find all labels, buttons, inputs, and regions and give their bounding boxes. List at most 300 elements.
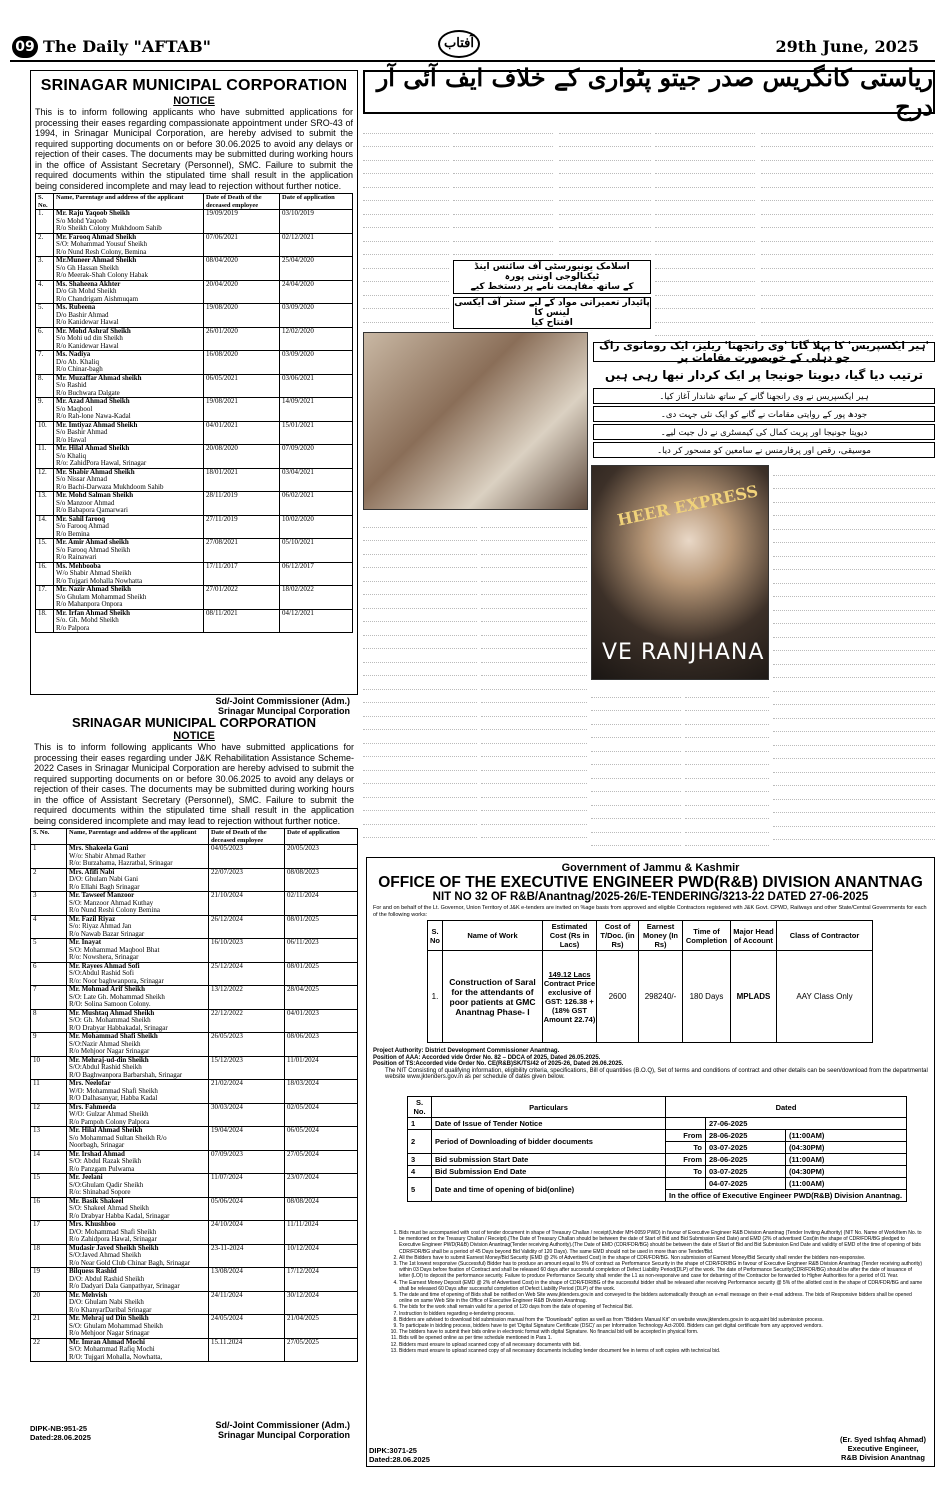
table-row xyxy=(31,1197,358,1221)
cell-app-date: 03/10/2019 xyxy=(280,210,353,234)
cell-death-date: 17/11/2017 xyxy=(204,562,280,586)
text-line xyxy=(761,228,933,242)
notice-2-footer xyxy=(30,1420,358,1452)
applicant-line: R/O Drabyar Habbakadal, Srinagar xyxy=(69,1023,168,1032)
applicant-line: Mrs. Fahmeeda xyxy=(69,1102,117,1111)
cell-app-date: 03/09/2020 xyxy=(280,304,353,328)
paper-name: The Daily "AFTAB" xyxy=(43,37,211,56)
auth-line: Project Authority: District Development Commissioner Anantnag. xyxy=(373,1048,560,1054)
table-row xyxy=(36,374,353,398)
applicant-line: S/o Maqbool xyxy=(56,404,93,413)
text-line xyxy=(559,174,651,188)
urdu-text-col xyxy=(559,120,651,258)
applicant-line: Mr. Sahil farooq xyxy=(56,514,106,523)
text-line xyxy=(481,514,587,528)
smc-notice-2 xyxy=(30,715,358,1362)
song-headline-2: ترتیب دیا گیا، دیویتا جونیجا پر ایک کردار نبھا رہی ہیں xyxy=(605,368,923,382)
dipk-number xyxy=(30,1424,91,1442)
work-class: AAY Class Only xyxy=(777,951,873,1043)
cell-app-date: 03/04/2021 xyxy=(280,468,353,492)
text-line xyxy=(363,215,449,229)
text-line xyxy=(363,242,449,256)
cell-app-date: 04/12/2021 xyxy=(280,609,353,633)
cell-sno: 2. xyxy=(36,233,54,257)
applicant-line: R/o KhanyarDaribal Srinagar xyxy=(69,1305,152,1314)
cell-sno: 3 xyxy=(31,892,67,916)
cell-app-date: 06/02/2021 xyxy=(280,492,353,516)
isust-line: اسلامک یونیورسٹی آف سائنس اینڈ ٹیکنالوجی اونتی پورہ xyxy=(474,262,630,282)
applicant-line: R/o Sheikh Colony Mukhdoom Sahib xyxy=(56,224,162,232)
cell-app-date: 20/05/2023 xyxy=(285,845,358,869)
cell-sno: 13. xyxy=(36,492,54,516)
sig-line: Sd/-Joint Commissioner (Adm.) xyxy=(215,696,350,706)
cell-sno: 8. xyxy=(36,374,54,398)
tender-dipk xyxy=(369,1446,430,1464)
text-line xyxy=(453,134,553,148)
tender-office: OFFICE OF THE EXECUTIVE ENGINEER PWD(R&B) DIVISION ANANTNAG xyxy=(378,874,923,891)
applicant-line: R/O Baghwanpora Barbarshah, Srinagar xyxy=(69,1070,183,1079)
table-row xyxy=(36,586,353,610)
text-line xyxy=(591,711,681,725)
text-line xyxy=(481,622,587,636)
cell-sno: 12 xyxy=(31,1103,67,1127)
table-row xyxy=(36,351,353,375)
cell-app-date: 18/03/2024 xyxy=(285,1080,358,1104)
text-line xyxy=(481,717,587,731)
cell-death-date: 13/12/2022 xyxy=(209,986,285,1010)
text-line xyxy=(773,678,935,692)
text-line xyxy=(773,503,935,517)
cell-death-date: 19/08/2020 xyxy=(204,304,280,328)
applicant-line: S/O:Javed Ahmad Sheikh xyxy=(69,1251,141,1259)
issue-date: 29th June, 2025 xyxy=(775,37,919,56)
cell-sno: 19 xyxy=(31,1268,67,1292)
applicant-line: S/O: Mohammad Rafiq Mochi xyxy=(69,1345,155,1353)
cell-applicant xyxy=(54,233,204,257)
th-work: Name of Work xyxy=(443,921,543,951)
cell-death-date: 08/04/2020 xyxy=(204,257,280,281)
cell-sno: 17. xyxy=(36,586,54,610)
cell-death-date: 16/08/2020 xyxy=(204,351,280,375)
cell-applicant xyxy=(54,210,204,234)
work-head: MPLADS xyxy=(731,951,777,1043)
sch-no: 4 xyxy=(408,1166,432,1178)
text-line xyxy=(591,684,681,698)
text-line xyxy=(773,543,935,557)
text-line xyxy=(655,242,755,256)
text-line xyxy=(655,309,755,323)
applicant-line: S/O: Late Gh. Mohammad Sheikh xyxy=(69,992,165,1001)
notice-title: NOTICE xyxy=(173,730,215,742)
cell-death-date: 19/04/2024 xyxy=(209,1127,285,1151)
applicant-line: S/O: Abdul Razak Sheikh xyxy=(69,1157,142,1165)
header-rule xyxy=(10,60,935,62)
song-sub-3: دیویتا جونیجا اور پریت کمال کی کیمسٹری نے دل جیت لیے۔ xyxy=(593,424,935,440)
text-line xyxy=(453,120,553,134)
sig-line: Srinagar Muncipal Corporation xyxy=(217,1430,350,1440)
table-row xyxy=(36,515,353,539)
table-row xyxy=(31,1338,358,1362)
col-sno: S. No. xyxy=(31,829,67,845)
cell-death-date: 20/04/2020 xyxy=(204,280,280,304)
applicant-line: R/o Mehjoor Nagar Srinagar xyxy=(69,1329,150,1337)
table-row xyxy=(31,1056,358,1080)
text-line xyxy=(761,134,933,148)
applicant-line: Mr. Mohd Salman Sheikh xyxy=(56,491,134,499)
term-item: 11. Bids will be opened online as per time schedule mentioned in Para 1. xyxy=(399,1335,923,1341)
text-line xyxy=(591,806,681,820)
text-line xyxy=(591,738,681,752)
applicant-line: R/o Tujgari Mohalla Nowhatta xyxy=(56,576,143,585)
cell-app-date: 10/02/2020 xyxy=(280,515,353,539)
text-line xyxy=(655,228,755,242)
table-row xyxy=(31,1150,358,1174)
text-line xyxy=(363,663,477,677)
cell-applicant xyxy=(67,892,209,916)
cell-death-date: 19/09/2019 xyxy=(204,210,280,234)
text-line xyxy=(685,833,769,847)
cell-sno: 18. xyxy=(36,609,54,633)
schedule-table xyxy=(407,1096,907,1202)
notice-text: This is to inform following applicants Who have submitted applications for processing their eases regarding under J&K Rehabilitation Assistance Scheme-2022 Cases in Srinagar Municipal Corporation are hereby advised to submit the required supporting documents on or before 30.06.2025 to avoid any delays or rejection of their cases. The documents may be submitted during working hours in the office of Assistant Secretary (Personnel), SMC. Failure to submit the required documents within the stipulated time shall result in the application being considered incomplete and may lead to rejection without further notice. xyxy=(34,742,354,826)
cell-death-date: 04/05/2023 xyxy=(209,845,285,869)
cell-applicant xyxy=(54,421,204,445)
text-line xyxy=(363,636,477,650)
text-line xyxy=(481,811,587,825)
text-line xyxy=(773,827,935,841)
applicant-line: Mudasir Javed Sheikh Sheikh xyxy=(69,1243,159,1252)
cell-app-date: 10/12/2024 xyxy=(285,1244,358,1268)
applicant-line: S/O: Gh. Mohammad Sheikh xyxy=(69,1016,151,1024)
col-death: Date of Death of the deceased employee xyxy=(204,194,280,210)
applicant-line: Mr. Mohmad Arif Sheikh xyxy=(69,985,145,993)
urdu-text-col xyxy=(761,120,933,340)
table-row xyxy=(36,468,353,492)
applicant-line: W/o: Shabir Ahmad Rather xyxy=(69,851,146,860)
cell-applicant xyxy=(67,939,209,963)
sch-no: 1 xyxy=(408,1118,432,1130)
song-poster xyxy=(591,465,769,680)
applicant-line: S/o Mohammad Sultan Sheikh R/o xyxy=(69,1133,167,1142)
table-row xyxy=(31,1033,358,1057)
cell-death-date: 27/08/2021 xyxy=(204,539,280,563)
text-line xyxy=(363,811,477,825)
table-row xyxy=(36,445,353,469)
work-emd: 298240/- xyxy=(639,951,683,1043)
term-item: 5. The date and time of opening of Bids shall be notified on Web Site www.jktenders.gov.in and conveyed to the bidders automatically through an e-mail message on their e-mail address. The bids of Responsive bidders shall be opened online on same Web Site in the Office of Executive Engineer R&B Division Anantnag. xyxy=(399,1292,923,1304)
text-line xyxy=(481,609,587,623)
sig-line: Executive Engineer, xyxy=(847,1444,919,1453)
urdu-text-col xyxy=(481,514,587,850)
text-line xyxy=(773,476,935,490)
cell-app-date: 03/09/2020 xyxy=(280,351,353,375)
cell-applicant xyxy=(54,257,204,281)
sch-time: (11:00AM) xyxy=(786,1154,907,1166)
text-line xyxy=(363,690,477,704)
text-line xyxy=(655,269,755,283)
sch-time: (11:00AM) xyxy=(786,1130,907,1142)
smc-notices-column xyxy=(30,70,358,1450)
notice-org: SRINAGAR MUNICIPAL CORPORATION xyxy=(71,715,317,730)
table-row xyxy=(31,1221,358,1245)
term-item: 3. The 1st lowest responsive (Successful) Bidder has to produce an amount equal to 5% of contract as Performance Security in the shape of CDR/FDR/BG in favour of Executive Engineer R&B Division Anantnag (Tender receiving authority) within 03 Days before fixation of Contract and shall be released 60 days after successful completion of Defect Liability Period(DLP) of the work. The date of Performance Security(CDR/FDR/BG) should be after the date of issuance of letter (LOI) to deposit the performance security. Failure to produce Performance Security shall render the L1 as non-responsive and case for debarring of the Contractor be forwarded to Higher Authorities for a period of 01 Year. xyxy=(399,1261,923,1280)
text-line xyxy=(453,147,553,161)
table-row xyxy=(31,1315,358,1339)
text-line xyxy=(363,147,449,161)
applicant-line: S/O:Abdul Rashid Sheikh xyxy=(69,1063,142,1071)
text-line xyxy=(363,174,449,188)
table-row xyxy=(36,304,353,328)
table-row xyxy=(31,1244,358,1268)
text-line xyxy=(773,732,935,746)
text-line xyxy=(685,779,769,793)
dipk-line: DIPK-NB:951-25 xyxy=(30,1424,88,1433)
sch-th-part: Particulars xyxy=(432,1097,666,1118)
text-line xyxy=(761,269,933,283)
applicant-line: D/o Gh Mohd Sheikh xyxy=(56,287,117,295)
text-line xyxy=(363,120,449,134)
text-line xyxy=(685,725,769,739)
tender-intro: For and on behalf of the Lt. Governor, Union Territory of J&K e-tenders are invited on %age basis from approved and eligible Contractors registered with J&K Govt. CPWD, Railways and other State/Central Governments for each of the following works: xyxy=(373,905,927,918)
cell-applicant xyxy=(54,609,204,633)
text-line xyxy=(591,765,681,779)
applicant-line: R/o: Nowshera, Srinagar xyxy=(69,953,139,961)
coe-line: افتتاح کیا xyxy=(531,318,573,328)
term-item: 2. All the Bidders have to submit Earnest Money/Bid Security (EMD @ 2% of Advertised Cost) in the shape of CDR/FDR/BG. Non submission of Earnest Money/Bid Security shall render the bidders non-responsive. xyxy=(399,1255,923,1261)
text-line xyxy=(363,771,477,785)
text-line xyxy=(363,541,477,555)
text-line xyxy=(655,323,755,337)
cost-detail: Contract Price exclusive of GST: 126.38 + (18% GST Amount 22.74) xyxy=(543,978,596,1024)
tender-gov: Government of Jammu & Kashmir xyxy=(561,862,740,874)
cell-sno: 17 xyxy=(31,1221,67,1245)
tender-note: The NIT Consisting of qualifying information, eligibility criteria, specifications, Bill of quantities (B.O.Q), Set of terms and conditions of contract and other details can be seen/download from the departmental website www.jktenders.gov.in as per schedule of dates given below. xyxy=(385,1067,928,1081)
cell-death-date: 23-11-2024 xyxy=(209,1244,285,1268)
applicant-line: Mr. Amir Ahmad sheikh xyxy=(56,538,129,546)
applicant-line: W/o Shabir Ahmad Sheikh xyxy=(56,569,132,577)
cell-app-date: 08/01/2025 xyxy=(285,915,358,939)
text-line xyxy=(363,744,477,758)
cell-applicant xyxy=(67,1338,209,1362)
table-row xyxy=(31,1268,358,1292)
applicant-line: D/O: Ghulam Nabi Sheikh xyxy=(69,1298,144,1306)
cell-death-date: 26/12/2024 xyxy=(209,915,285,939)
text-line xyxy=(481,636,587,650)
applicant-line: D/O: Ghulam Nabi Gani xyxy=(69,875,139,883)
table-row xyxy=(31,868,358,892)
applicant-line: R/o Chinar-bagh xyxy=(56,365,103,373)
applicant-line: R/o Kanidewar Hawal xyxy=(56,318,119,326)
text-line xyxy=(363,514,477,528)
cell-applicant xyxy=(67,1221,209,1245)
applicant-line: Mr. Irfan Ahmad Sheikh xyxy=(56,608,131,617)
text-line xyxy=(655,147,755,161)
text-line xyxy=(481,595,587,609)
text-line xyxy=(761,309,933,323)
text-line xyxy=(481,771,587,785)
text-line xyxy=(363,188,449,202)
sig-line: (Er. Syed Ishfaq Ahmad) xyxy=(840,1435,926,1444)
poster-title: VE RANJHANA xyxy=(602,640,765,665)
table-row xyxy=(31,1103,358,1127)
text-line xyxy=(761,120,933,134)
text-line xyxy=(481,676,587,690)
applicant-line: R/o Bachi-Darwaza Mukhdoom Sahib xyxy=(56,482,164,491)
text-line xyxy=(481,798,587,812)
applicant-line: Mr. Muzaffar Ahmad sheikh xyxy=(56,373,142,382)
isust-headline xyxy=(453,260,651,294)
cell-app-date: 08/08/2023 xyxy=(285,868,358,892)
sig-line: Srinagar Muncipal Corporation xyxy=(217,706,350,716)
work-time: 180 Days xyxy=(683,951,731,1043)
cell-applicant xyxy=(67,845,209,869)
text-line xyxy=(363,255,449,269)
cell-death-date: 27/11/2019 xyxy=(204,515,280,539)
text-line xyxy=(591,833,681,847)
applicant-line: R/o Palpora xyxy=(56,623,90,632)
text-line xyxy=(761,188,933,202)
table-row xyxy=(31,892,358,916)
text-line xyxy=(655,296,755,310)
applicant-line: S/o Mohd Yaqoob xyxy=(56,216,107,225)
cell-sno: 18 xyxy=(31,1244,67,1268)
text-line xyxy=(363,676,477,690)
col-name: Name, Parentage and address of the applicant xyxy=(67,829,209,845)
applicant-line: S/o Rashid xyxy=(56,381,87,389)
cell-death-date: 15.11.2024 xyxy=(209,1338,285,1362)
cell-applicant xyxy=(54,327,204,351)
term-item: 10. The bidders have to submit their bids online in electronic format with digital Signature. No financial bid will be accepted in physical form. xyxy=(399,1329,923,1335)
cell-applicant xyxy=(67,1197,209,1221)
urdu-news-section xyxy=(363,63,935,850)
text-line xyxy=(773,611,935,625)
applicant-line: Mr. Mushtaq Ahmad Sheikh xyxy=(69,1008,155,1017)
sch-particular: Period of Downloading of bidder documents xyxy=(432,1130,666,1154)
applicant-line: S/O:Nazir Ahmad Sheikh xyxy=(69,1039,141,1048)
applicants-table xyxy=(35,193,353,633)
cell-applicant xyxy=(67,915,209,939)
cell-app-date: 25/04/2020 xyxy=(280,257,353,281)
applicant-line: Mrs. Afifi Nabi xyxy=(69,867,115,876)
applicant-line: Mr. Mohd Ashraf Sheikh xyxy=(56,326,131,335)
text-line xyxy=(655,134,755,148)
text-line xyxy=(363,730,477,744)
text-line xyxy=(363,282,449,296)
cell-sno: 22 xyxy=(31,1338,67,1362)
sch-particular: Date of Issue of Tender Notice xyxy=(432,1118,666,1130)
cell-sno: 8 xyxy=(31,1009,67,1033)
cell-sno: 14. xyxy=(36,515,54,539)
applicant-line: Mr. Shabir Ahmad Sheikh xyxy=(56,467,135,476)
text-line xyxy=(363,201,449,215)
sch-no: 5 xyxy=(408,1178,432,1202)
paper-logo: آفتاب xyxy=(438,30,480,58)
applicant-line: R/o Nund Reshi Colony Bemina xyxy=(69,906,160,914)
text-line xyxy=(685,765,769,779)
urdu-text-col xyxy=(655,120,755,340)
col-app: Date of application xyxy=(285,829,358,845)
col-sno: S. No. xyxy=(36,194,54,210)
cell-sno: 5 xyxy=(31,939,67,963)
sch-no: 2 xyxy=(408,1130,432,1154)
table-row xyxy=(36,233,353,257)
text-line xyxy=(559,134,651,148)
cell-death-date: 21/02/2024 xyxy=(209,1080,285,1104)
cell-app-date: 06/11/2023 xyxy=(285,939,358,963)
cell-applicant xyxy=(67,986,209,1010)
applicant-line: S/o Farooq Ahmad xyxy=(56,522,109,530)
applicant-line: Mr. Rayees Ahmad Sofi xyxy=(69,961,140,970)
text-line xyxy=(363,309,449,323)
cell-sno: 21 xyxy=(31,1315,67,1339)
th-tdoc: Cost of T/Doc. (in Rs) xyxy=(597,921,639,951)
text-line xyxy=(481,703,587,717)
cell-applicant xyxy=(67,962,209,986)
sch-date: 03-07-2025 xyxy=(706,1166,786,1178)
sig-line: Sd/-Joint Commissioner (Adm.) xyxy=(215,1420,350,1430)
term-item: 8. Bidders are advised to download bid submission manual from the "Downloads" option as well as from "Bidders Manual Kit" on website www.jktenders.gov.in to acquaint bid submission process. xyxy=(399,1317,923,1323)
text-line xyxy=(685,698,769,712)
applicant-line: Mr. Mehvish xyxy=(69,1290,108,1299)
term-item: 12. Bidders must ensure to upload scanned copy of all necessary documents with bid. xyxy=(399,1342,923,1348)
text-line xyxy=(761,296,933,310)
cell-death-date: 28/11/2019 xyxy=(204,492,280,516)
text-line xyxy=(453,161,553,175)
signature-1 xyxy=(30,696,358,716)
poster-logo: HEER EXPRESS xyxy=(615,481,760,530)
text-line xyxy=(773,624,935,638)
text-line xyxy=(591,725,681,739)
applicant-line: D/O: Mohammad Shafi Sheikh xyxy=(69,1227,157,1236)
applicant-line: Mrs. Neelofar xyxy=(69,1079,111,1087)
cell-sno: 4 xyxy=(31,915,67,939)
notice-text: This is to inform following applicants who have submitted applications for processing their eases regarding compassionate appointment under SRO-43 of 1994, in Srinagar Municipal Corporation, are hereby advised to submit the required supporting documents on or before 30.06.2025 to avoid any delays or rejection of their cases. The documents may be submitted during working hours in the office of Assistant Secretary (Personnel), SMC. Failure to submit the required documents within the stipulated time shall result in the application being considered incomplete and may lead to rejection without further notice. xyxy=(35,107,353,191)
sch-time: (04:30PM) xyxy=(786,1142,907,1154)
headline-banner: ریاستی کانگریس صدر جیتو پٹواری کے خلاف ایف آئی آر درج xyxy=(363,70,935,114)
applicant-line: S/o: Riyaz Ahmad Jan xyxy=(69,922,132,930)
cell-applicant xyxy=(54,374,204,398)
text-line xyxy=(773,570,935,584)
text-line xyxy=(559,242,651,256)
cell-applicant xyxy=(67,1127,209,1151)
cell-app-date: 02/05/2024 xyxy=(285,1103,358,1127)
text-line xyxy=(363,717,477,731)
cell-applicant xyxy=(67,1056,209,1080)
applicant-line: R/o Drabyar Habba Kadal, Srinagar xyxy=(69,1211,170,1220)
cell-app-date: 02/11/2024 xyxy=(285,892,358,916)
text-line xyxy=(363,528,477,542)
text-line xyxy=(481,528,587,542)
sig-line: R&B Division Anantnag xyxy=(841,1453,925,1462)
text-line xyxy=(591,779,681,793)
applicant-line: S/O:Abdul Rashid Sofi xyxy=(69,969,134,977)
col-death: Date of Death of the deceased employee xyxy=(209,829,285,845)
cell-app-date: 27/05/2025 xyxy=(285,1338,358,1362)
table-row xyxy=(31,1080,358,1104)
table-row xyxy=(36,398,353,422)
cell-applicant xyxy=(54,351,204,375)
cell-app-date: 08/01/2025 xyxy=(285,962,358,986)
sch-place: In the office of Executive Engineer PWD(R&B) Division Anantnag. xyxy=(666,1190,907,1202)
applicant-line: R/o Hawal xyxy=(56,435,87,444)
text-line xyxy=(363,134,449,148)
cell-app-date: 27/05/2024 xyxy=(285,1150,358,1174)
th-time: Time of Completion xyxy=(683,921,731,951)
text-line xyxy=(761,215,933,229)
table-row xyxy=(36,609,353,633)
cell-sno: 20 xyxy=(31,1291,67,1315)
text-line xyxy=(481,757,587,771)
